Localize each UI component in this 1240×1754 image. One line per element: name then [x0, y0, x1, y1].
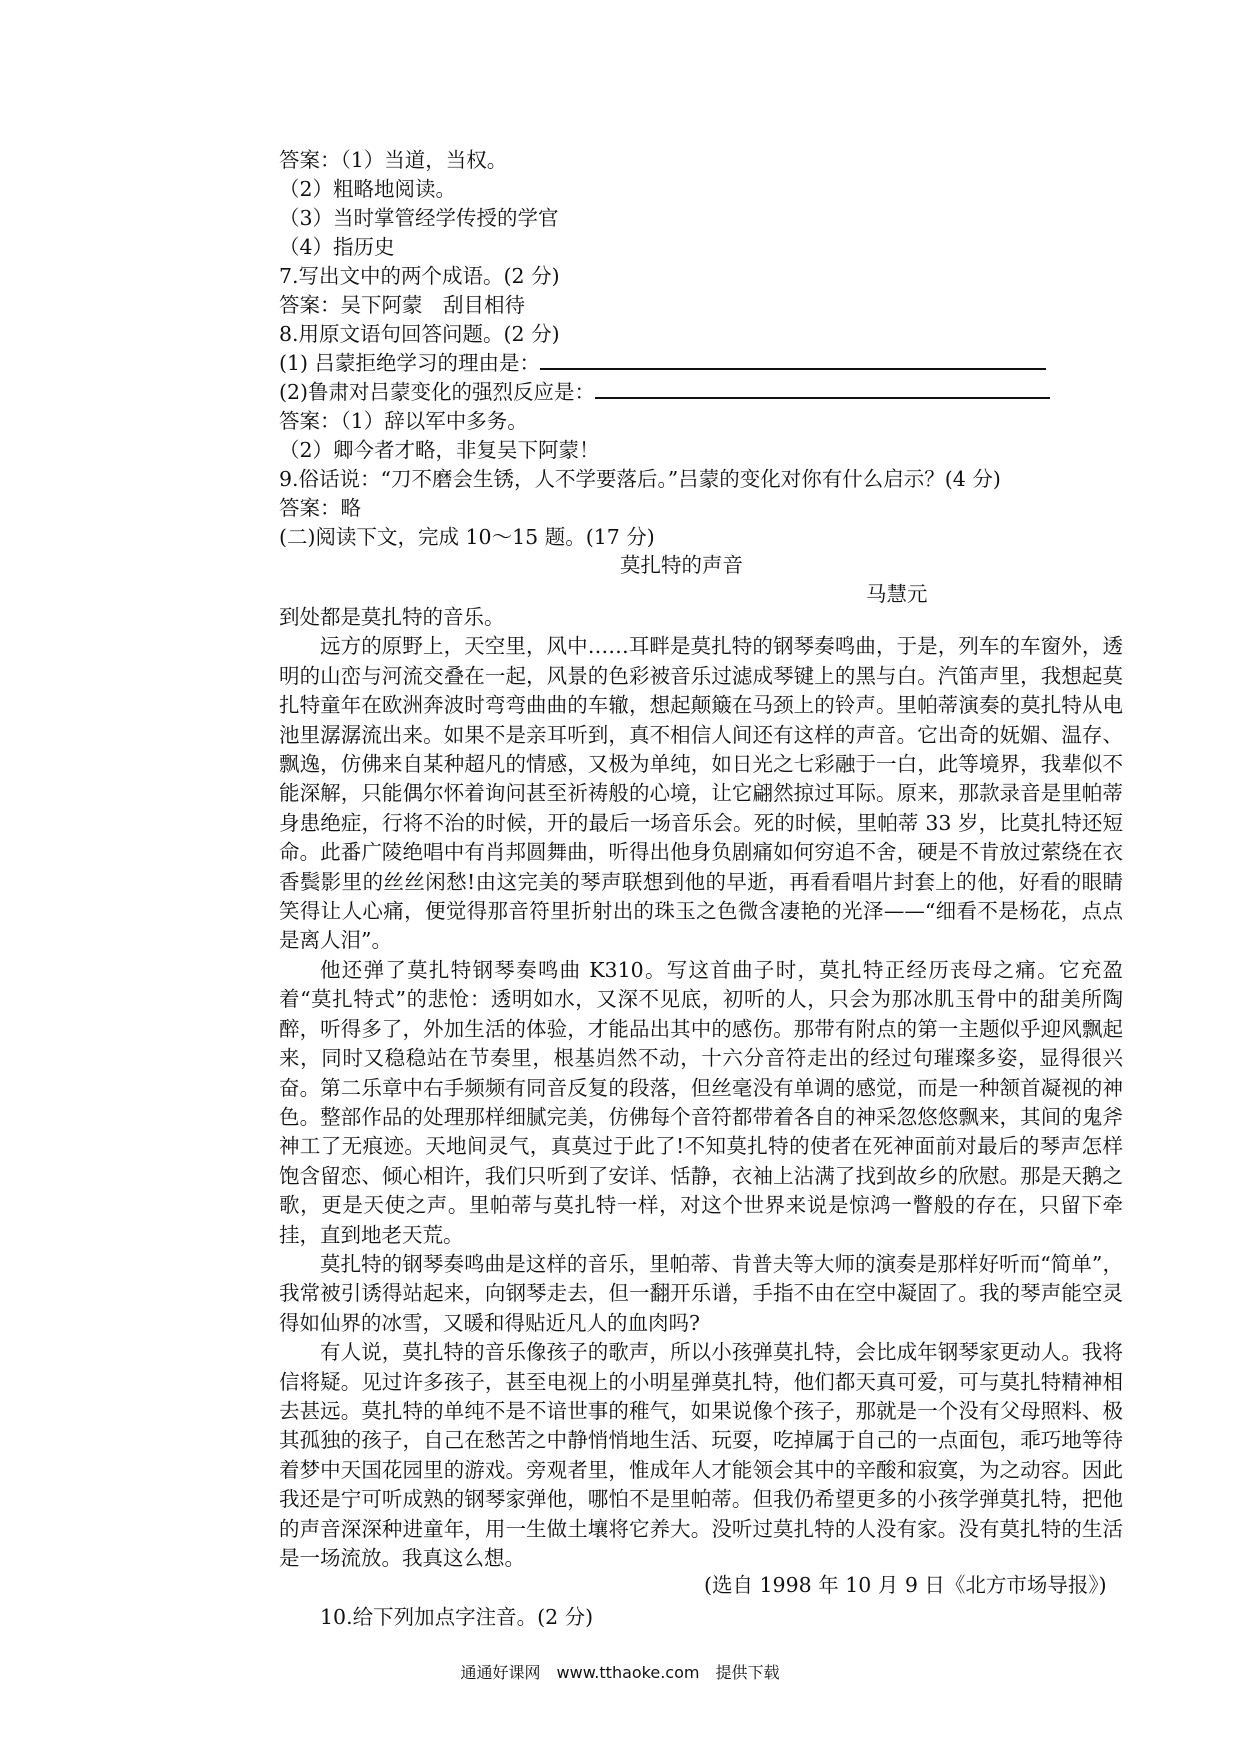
section-heading: (二)阅读下文，完成 10～15 题。(17 分): [279, 525, 655, 549]
upper-section: [279, 146, 1123, 552]
question-8-2-text: (2)鲁肃对吕蒙变化的强烈反应是：: [279, 380, 596, 404]
answer-8-1: 答案：（1）辞以军中多务。: [279, 409, 528, 433]
answer-9: 答案：略: [279, 496, 361, 520]
article-body: [279, 603, 1123, 1573]
article-paragraph: 他还弹了莫扎特钢琴奏鸣曲 K310。写这首曲子时，莫扎特正经历丧母之痛。它充盈着“莫扎特式”的悲怆：透明如水，又深不见底，初听的人，只会为那冰肌玉骨中的甜美所陶醉，听得多了，外加生活的体验，才能品出其中的感伤。那带有附点的第一主题似乎迎风飘起来，同时又稳稳站在节奏里，根基岿然不动，十六分音符走出的经过句璀璨多姿，显得很兴奋。第二乐章中右手频频有同音反复的段落，但丝毫没有单调的感觉，而是一种颔首凝视的神色。整部作品的处理那样细腻完美，仿佛每个音符都带着各自的神采忽悠悠飘来，其间的鬼斧神工了无痕迹。天地间灵气，真莫过于此了!不知莫扎特的使者在死神面前对最后的琴声怎样饱含留恋、倾心相许，我们只听到了安详、恬静，衣袖上沾满了找到故乡的欣慰。那是天鹅之歌，更是天使之声。里帕蒂与莫扎特一样，对这个世界来说是惊鸿一瞥般的存在，只留下牵挂，直到地老天荒。: [279, 957, 1123, 1247]
article-title: 莫扎特的声音: [620, 553, 743, 577]
answer-7: 答案：吴下阿蒙 刮目相待: [279, 293, 525, 317]
question-8-2: [279, 378, 1123, 407]
question-8: 8.用原文语句回答问题。(2 分): [279, 322, 560, 346]
answer-blank: [540, 350, 1046, 370]
question-9: 9.俗话说：“刀不磨会生锈，人不学要落后。”吕蒙的变化对你有什么启示？(4 分): [279, 467, 1001, 491]
question-10: 10.给下列加点字注音。(2 分): [320, 1605, 594, 1629]
answer-8-2: （2）卿今者才略，非复吴下阿蒙！: [279, 438, 600, 462]
answer-line: 答案：（1）当道，当权。: [279, 148, 508, 172]
question-8-1-text: (1) 吕蒙拒绝学习的理由是：: [279, 351, 541, 375]
answer-line: （3）当时掌管经学传授的学官: [279, 206, 559, 230]
article-paragraph: 有人说，莫扎特的音乐像孩子的歌声，所以小孩弹莫扎特，会比成年钢琴家更动人。我将信将疑。见过许多孩子，甚至电视上的小明星弹莫扎特，他们都天真可爱，可与莫扎特精神相去甚远。莫扎特的单纯不是不谙世事的稚气，如果说像个孩子，那就是一个没有父母照料、极其孤独的孩子，自己在愁苦之中静悄悄地生活、玩耍，吃掉属于自己的一点面包，乖巧地等待着梦中天国花园里的游戏。旁观者里，惟成年人才能领会其中的辛酸和寂寞，为之动容。因此我还是宁可听成熟的钢琴家弹他，哪怕不是里帕蒂。但我仍希望更多的小孩学弹莫扎特，把他的声音深深种进童年，用一生做土壤将它养大。没听过莫扎特的人没有家。没有莫扎特的生活是一场流放。我真这么想。: [279, 1340, 1123, 1570]
article-author: 马慧元: [866, 582, 928, 606]
article-paragraph: 莫扎特的钢琴奏鸣曲是这样的音乐，里帕蒂、肯普夫等大师的演奏是那样好听而“简单”，我常被引诱得站起来，向钢琴走去，但一翻开乐谱，手指不由在空中凝固了。我的琴声能空灵得如仙界的冰雪，又暖和得贴近凡人的血肉吗?: [279, 1251, 1123, 1335]
article-paragraph: 远方的原野上，天空里，风中……耳畔是莫扎特的钢琴奏鸣曲，于是，列车的车窗外，透明的山峦与河流交叠在一起，风景的色彩被音乐过滤成琴键上的黑与白。汽笛声里，我想起莫扎特童年在欧洲奔波时弯弯曲曲的车辙，想起颠簸在马颈上的铃声。里帕蒂演奏的莫扎特从电池里潺潺流出来。如果不是亲耳听到，真不相信人间还有这样的声音。它出奇的妩媚、温存、飘逸，仿佛来自某种超凡的情感，又极为单纯，如日光之七彩融于一白，此等境界，我辈似不能深解，只能偶尔怀着询问甚至祈祷般的心境，让它翩然掠过耳际。原来，那款录音是里帕蒂身患绝症，行将不治的时候，开的最后一场音乐会。死的时候，里帕蒂 33 岁，比莫扎特还短命。此番广陵绝唱中有肖邦圆舞曲，听得出他身负剧痛如何穷追不舍，硬是不肯放过萦绕在衣香鬓影里的丝丝闲愁!由这完美的琴声联想到他的早逝，再看看唱片封套上的他，好看的眼睛笑得让人心痛，便觉得那音符里折射出的珠玉之色微含凄艳的光泽——“细看不是杨花，点点是离人泪”。: [279, 634, 1123, 953]
answer-blank: [595, 379, 1050, 399]
answer-line: （2）粗略地阅读。: [279, 177, 457, 201]
answer-line: （4）指历史: [279, 235, 395, 259]
article-source: (选自 1998 年 10 月 9 日《北方市场导报》): [704, 1573, 1107, 1597]
question-7: 7.写出文中的两个成语。(2 分): [279, 264, 560, 288]
question-8-1: [279, 349, 1123, 378]
article-paragraph: 到处都是莫扎特的音乐。: [279, 605, 505, 629]
page-footer: 通通好课网 www.tthaoke.com 提供下载: [460, 1663, 780, 1682]
